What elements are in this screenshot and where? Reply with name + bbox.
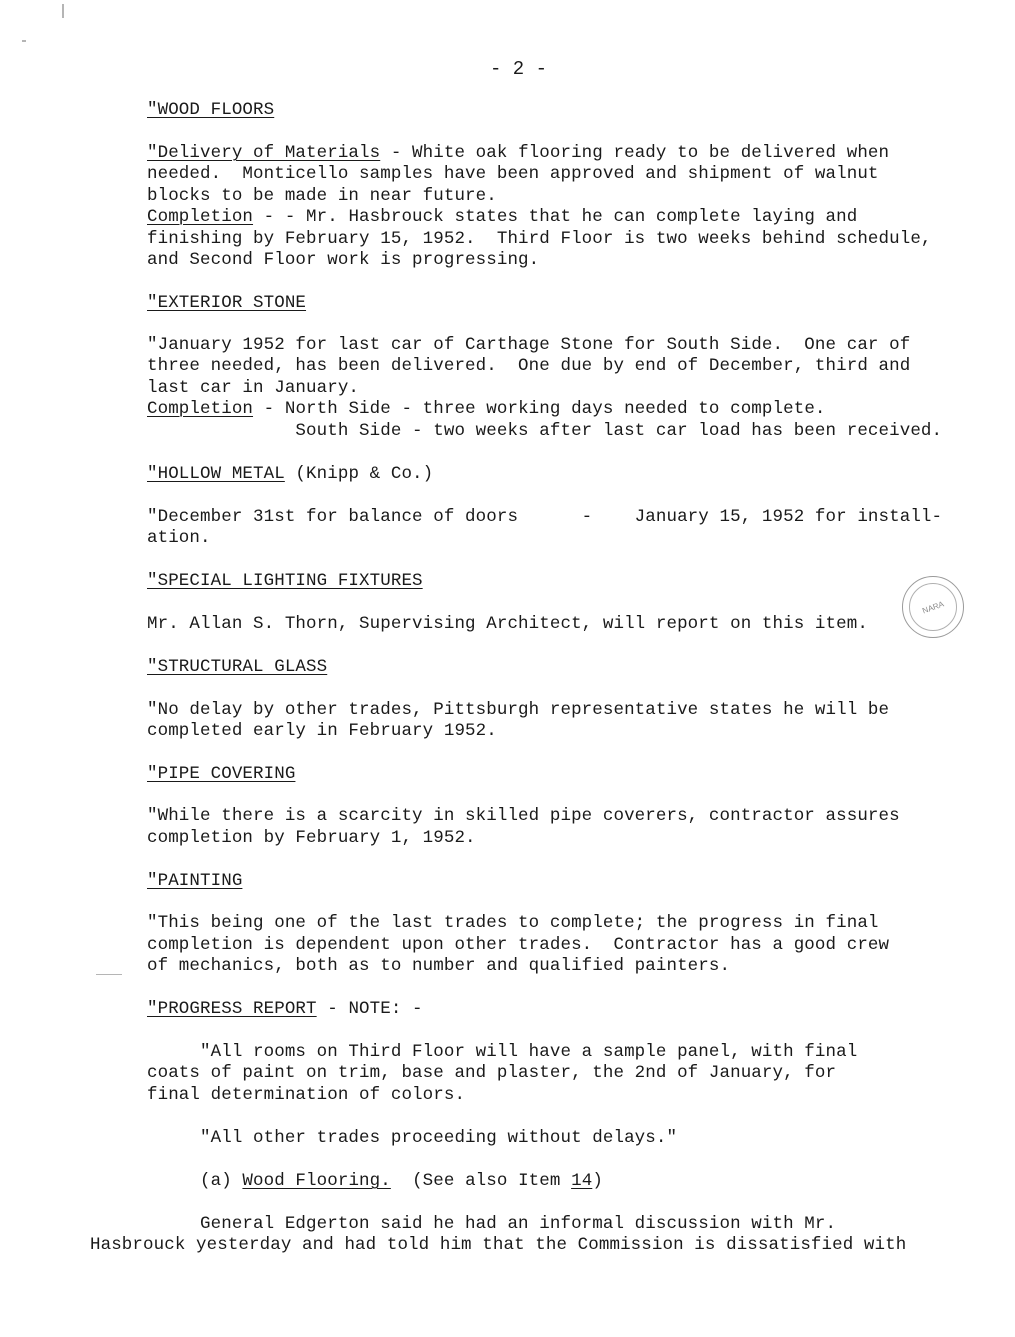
body-line: General Edgerton said he had an informal discussion with Mr. xyxy=(147,1214,837,1234)
scan-speck xyxy=(62,4,64,18)
body-line: Completion - - Mr. Hasbrouck states that he can complete laying and xyxy=(147,207,858,227)
body-line: "January 1952 for last car of Carthage Stone for South Side. One car of xyxy=(147,335,911,355)
body-line: blocks to be made in near future. xyxy=(147,186,497,206)
body-line: coats of paint on trim, base and plaster, the 2nd of January, for xyxy=(147,1063,837,1083)
body-line: "All rooms on Third Floor will have a sample panel, with final xyxy=(147,1042,858,1062)
scan-speck xyxy=(96,974,122,975)
body-line: "No delay by other trades, Pittsburgh representative states he will be xyxy=(147,700,890,720)
body-line: of mechanics, both as to number and qualified painters. xyxy=(147,956,731,976)
archive-stamp: NARA xyxy=(902,576,964,638)
body-line: South Side - two weeks after last car load has been received. xyxy=(147,421,943,441)
section-heading-special-lighting-fixtures: "SPECIAL LIGHTING FIXTURES xyxy=(147,571,423,591)
body-line: needed. Monticello samples have been approved and shipment of walnut xyxy=(147,164,879,184)
body-line: completion is dependent upon other trades. Contractor has a good crew xyxy=(147,935,890,955)
body-line: ation. xyxy=(147,528,211,548)
section-heading-structural-glass: "STRUCTURAL GLASS xyxy=(147,657,328,677)
section-heading-wood-floors: "WOOD FLOORS xyxy=(147,100,275,120)
body-line: "December 31st for balance of doors - January 15, 1952 for install- xyxy=(147,507,943,527)
body-line: "Delivery of Materials - White oak flooring ready to be delivered when xyxy=(147,143,890,163)
body-line: completion by February 1, 1952. xyxy=(147,828,476,848)
body-line: "All other trades proceeding without delays." xyxy=(147,1128,678,1148)
body-line: Hasbrouck yesterday and had told him that the Commission is dissatisfied with xyxy=(90,1235,907,1255)
body-line: Mr. Allan S. Thorn, Supervising Architect, will report on this item. xyxy=(147,614,868,634)
body-line: completed early in February 1952. xyxy=(147,721,497,741)
section-heading-exterior-stone: "EXTERIOR STONE xyxy=(147,293,307,313)
body-line: Completion - North Side - three working days needed to complete. xyxy=(147,399,826,419)
section-heading-progress-report: "PROGRESS REPORT - NOTE: - xyxy=(147,999,423,1019)
section-heading-hollow-metal: "HOLLOW METAL (Knipp & Co.) xyxy=(147,464,434,484)
body-line: "While there is a scarcity in skilled pipe coverers, contractor assures xyxy=(147,806,900,826)
body-line: finishing by February 15, 1952. Third Floor is two weeks behind schedule, xyxy=(147,229,932,249)
section-heading-painting: "PAINTING xyxy=(147,871,243,891)
page-number: - 2 - xyxy=(490,58,548,80)
scan-speck xyxy=(22,40,26,42)
body-line: three needed, has been delivered. One due by end of December, third and xyxy=(147,356,911,376)
body-line: last car in January. xyxy=(147,378,360,398)
body-line: final determination of colors. xyxy=(147,1085,466,1105)
body-line: and Second Floor work is progressing. xyxy=(147,250,540,270)
item-heading: (a) Wood Flooring. (See also Item 14) xyxy=(200,1171,603,1191)
section-heading-pipe-covering: "PIPE COVERING xyxy=(147,764,296,784)
body-line: "This being one of the last trades to complete; the progress in final xyxy=(147,913,879,933)
